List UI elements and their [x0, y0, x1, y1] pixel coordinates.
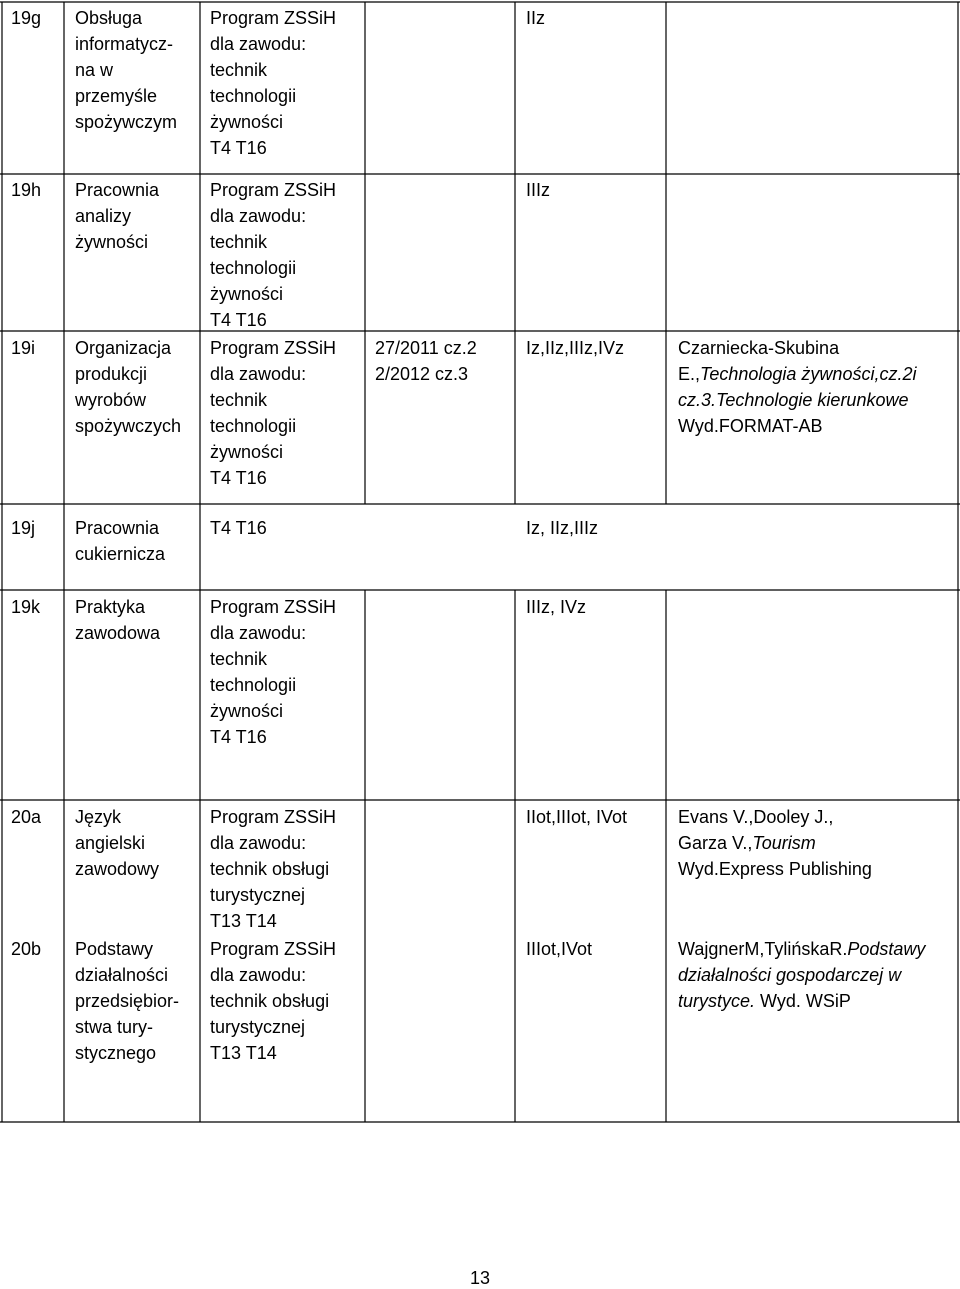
textbook-cell	[678, 936, 925, 1014]
textbook-line	[678, 962, 925, 988]
subject-cell: Obsługa informatycz- na w przemyśle spożywczym	[75, 8, 178, 132]
textbook-line	[678, 988, 925, 1014]
textbook-text: Evans V.,Dooley J.,	[678, 807, 834, 827]
subject-cell: Pracownia analizy żywności	[75, 180, 160, 252]
textbook-title-text: Tourism	[752, 833, 816, 853]
textbook-line	[678, 335, 916, 361]
textbook-cell	[678, 804, 872, 882]
textbook-text: E.,	[678, 364, 701, 384]
subject-cell: Język angielski zawodowy	[75, 807, 160, 879]
program-cell: Program ZSSiH dla zawodu: technik obsługi turystycznej T13 T14	[210, 807, 337, 931]
row-id: 19i	[11, 338, 36, 358]
subject-cell: Podstawy działalności przedsiębior- stwa tury- stycznego	[75, 939, 180, 1063]
textbook-title-text: turystyce.	[678, 991, 756, 1011]
program-cell: Program ZSSiH dla zawodu: technik technologii żywności T4 T16	[210, 8, 337, 158]
program-cell: Program ZSSiH dla zawodu: technik technologii żywności T4 T16	[210, 597, 337, 747]
row-id: 19j	[11, 518, 36, 538]
classes-cell: IIIot,IVot	[526, 939, 593, 959]
textbook-line	[678, 830, 872, 856]
textbook-title-text: cz.3.Technologie kierunkowe	[678, 390, 909, 410]
number-cell: 27/2011 cz.2 2/2012 cz.3	[375, 338, 477, 384]
program-cell: T4 T16	[210, 518, 267, 538]
textbook-title-text: Technologia żywności,cz.2i	[700, 364, 917, 384]
program-cell: Program ZSSiH dla zawodu: technik technologii żywności T4 T16	[210, 180, 337, 330]
textbook-text: Garza V.,	[678, 833, 753, 853]
row-id: 19k	[11, 597, 41, 617]
textbook-cell	[678, 335, 916, 439]
textbook-line	[678, 804, 872, 830]
classes-cell: IIot,IIIot, IVot	[526, 807, 628, 827]
textbook-title-text: działalności gospodarczej w	[678, 965, 902, 985]
classes-cell: IIIz	[526, 180, 551, 200]
subject-cell: Organizacja produkcji wyrobów spożywczych	[75, 338, 182, 436]
row-id: 19g	[11, 8, 42, 28]
page-number: 13	[469, 1268, 491, 1288]
textbook-text: WajgnerM,TylińskaR.	[678, 939, 848, 959]
textbook-line	[678, 413, 916, 439]
textbook-line	[678, 936, 925, 962]
row-id: 19h	[11, 180, 42, 200]
row-id: 20a	[11, 807, 42, 827]
textbook-text: Czarniecka-Skubina	[678, 338, 840, 358]
textbook-text: Wyd. WSiP	[755, 991, 851, 1011]
classes-cell: IIz	[526, 8, 546, 28]
row-id: 20b	[11, 939, 42, 959]
textbook-line	[678, 387, 916, 413]
textbook-line	[678, 361, 916, 387]
classes-cell: Iz,IIz,IIIz,IVz	[526, 338, 625, 358]
textbook-title-text: Podstawy	[847, 939, 926, 959]
program-cell: Program ZSSiH dla zawodu: technik obsługi turystycznej T13 T14	[210, 939, 337, 1063]
textbook-text: Wyd.Express Publishing	[678, 859, 872, 879]
classes-cell: Iz, IIz,IIIz	[526, 518, 599, 538]
subject-cell: Pracownia cukiernicza	[75, 518, 166, 564]
textbook-text: Wyd.FORMAT-AB	[678, 416, 823, 436]
subject-cell: Praktyka zawodowa	[75, 597, 161, 643]
textbook-line	[678, 856, 872, 882]
program-cell: Program ZSSiH dla zawodu: technik technologii żywności T4 T16	[210, 338, 337, 488]
classes-cell: IIIz, IVz	[526, 597, 587, 617]
